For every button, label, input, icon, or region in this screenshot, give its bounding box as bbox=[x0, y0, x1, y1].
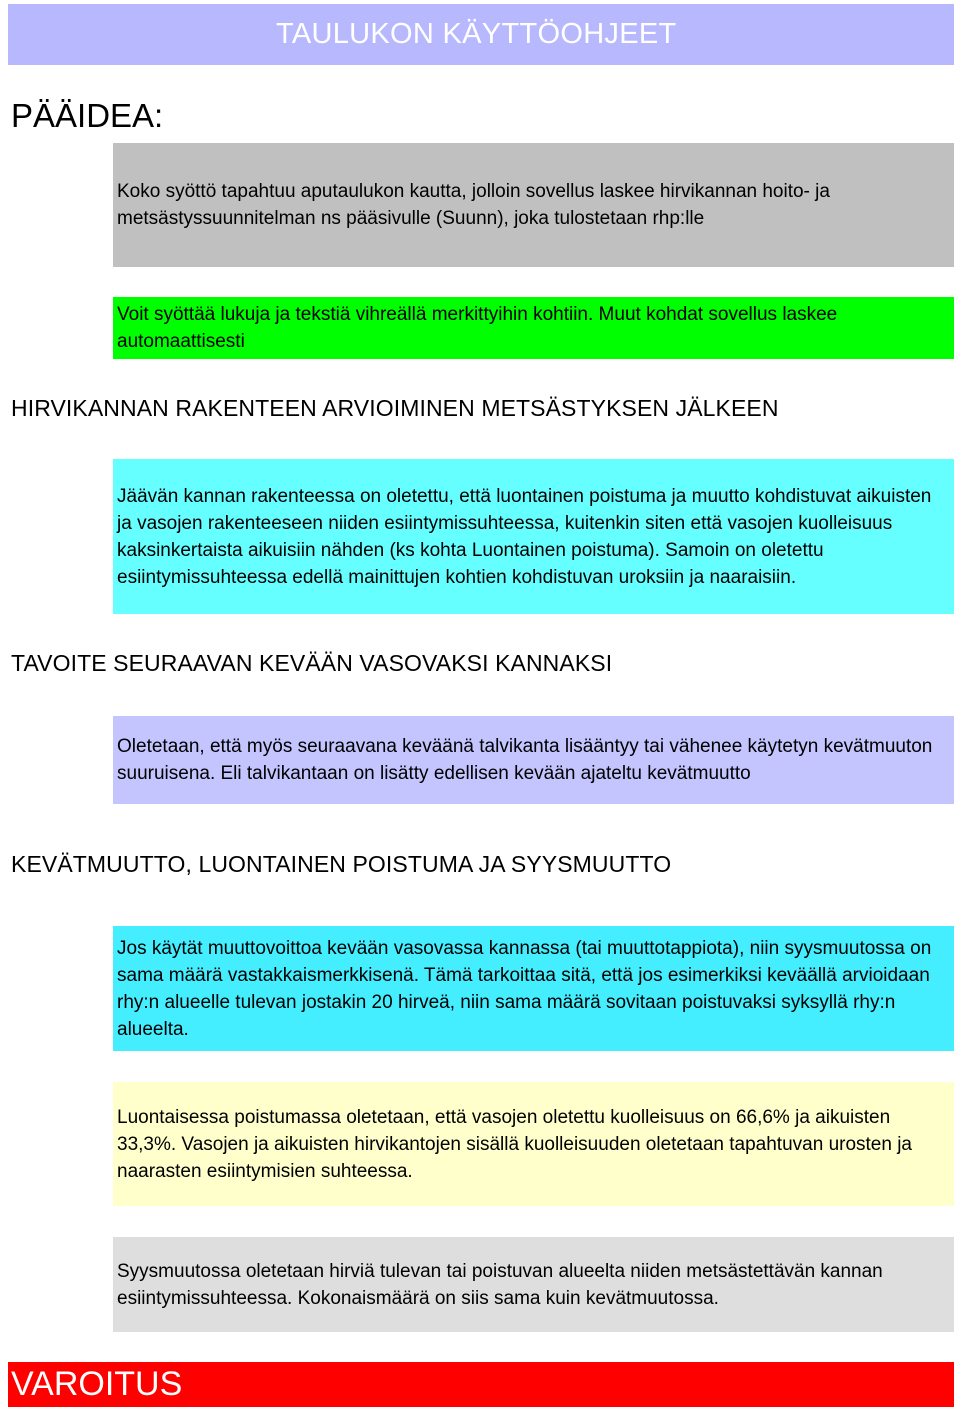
info-text: Luontaisessa poistumassa oletetaan, että vasojen oletettu kuolleisuus on 66,6% ja aikuisten 33,3%. Vasojen ja aikuisten hirvikantojen sisällä kuolleisuuden oletetaan tapahtuvan urosten ja naarasten esiintymisien suhteessa. bbox=[117, 1106, 913, 1182]
info-box-cyan bbox=[113, 459, 954, 614]
info-text: Jäävän kannan rakenteessa on oletettu, että luontainen poistuma ja muutto kohdistuvat aikuisten ja vasojen rakenteeseen niiden esiintymissuhteessa, kuitenkin siten että vasojen kuolleisuus kaksinkertaista aikuisiin nähden (ks kohta Luontainen poistuma). Samoin on oletettu esiintymissuhteessa edellä mainittujen kohtien kohdistuvan uroksiin ja naaraisiin. bbox=[117, 485, 932, 588]
section-heading: TAVOITE SEURAAVAN KEVÄÄN VASOVAKSI KANNAKSI bbox=[11, 650, 613, 676]
info-text: Koko syöttö tapahtuu aputaulukon kautta, jolloin sovellus laskee hirvikannan hoito- ja metsästyssuunnitelman ns pääsivulle (Suunn), joka tulostetaan rhp:lle bbox=[117, 181, 830, 229]
info-box-light-grey bbox=[113, 1237, 954, 1332]
info-box-lavender bbox=[113, 716, 954, 804]
info-text: Syysmuutossa oletetaan hirviä tulevan tai poistuvan alueelta niiden metsästettävän kannan esiintymissuhteessa. Kokonaismäärä on siis sama kuin kevätmuutossa. bbox=[117, 1260, 883, 1309]
info-text: Voit syöttää lukuja ja tekstiä vihreällä merkittyihin kohtiin. Muut kohdat sovellus laskee automaattisesti bbox=[117, 304, 838, 352]
section-heading: HIRVIKANNAN RAKENTEEN ARVIOIMINEN METSÄSTYKSEN JÄLKEEN bbox=[11, 395, 779, 421]
document-title: TAULUKON KÄYTTÖOHJEET bbox=[276, 18, 677, 50]
warning-label: VAROITUS bbox=[11, 1365, 183, 1403]
info-box-cyan bbox=[113, 926, 954, 1051]
main-heading: PÄÄIDEA: bbox=[11, 97, 164, 134]
info-box-yellow bbox=[113, 1082, 954, 1206]
info-box-green bbox=[113, 297, 954, 359]
info-text: Jos käytät muuttovoittoa kevään vasovassa kannassa (tai muuttotappiota), niin syysmuutossa on sama määrä vastakkaismerkkisenä. Tämä tarkoittaa sitä, että jos esimerkiksi keväällä arvioidaan rhy:n alueelle tulevan jostakin 20 hirveä, niin sama määrä sovitaan poistuvaksi syksyllä rhy:n alueelta. bbox=[117, 937, 932, 1040]
warning-banner bbox=[8, 1362, 954, 1407]
info-text: Oletetaan, että myös seuraavana keväänä talvikanta lisääntyy tai vähenee käytetyn kevätmuuton suuruisena. Eli talvikantaan on lisätty edellisen kevään ajateltu kevätmuutto bbox=[117, 736, 933, 784]
section-heading: KEVÄTMUUTTO, LUONTAINEN POISTUMA JA SYYSMUUTTO bbox=[11, 851, 672, 877]
info-box-grey bbox=[113, 143, 954, 267]
title-banner bbox=[8, 4, 954, 65]
